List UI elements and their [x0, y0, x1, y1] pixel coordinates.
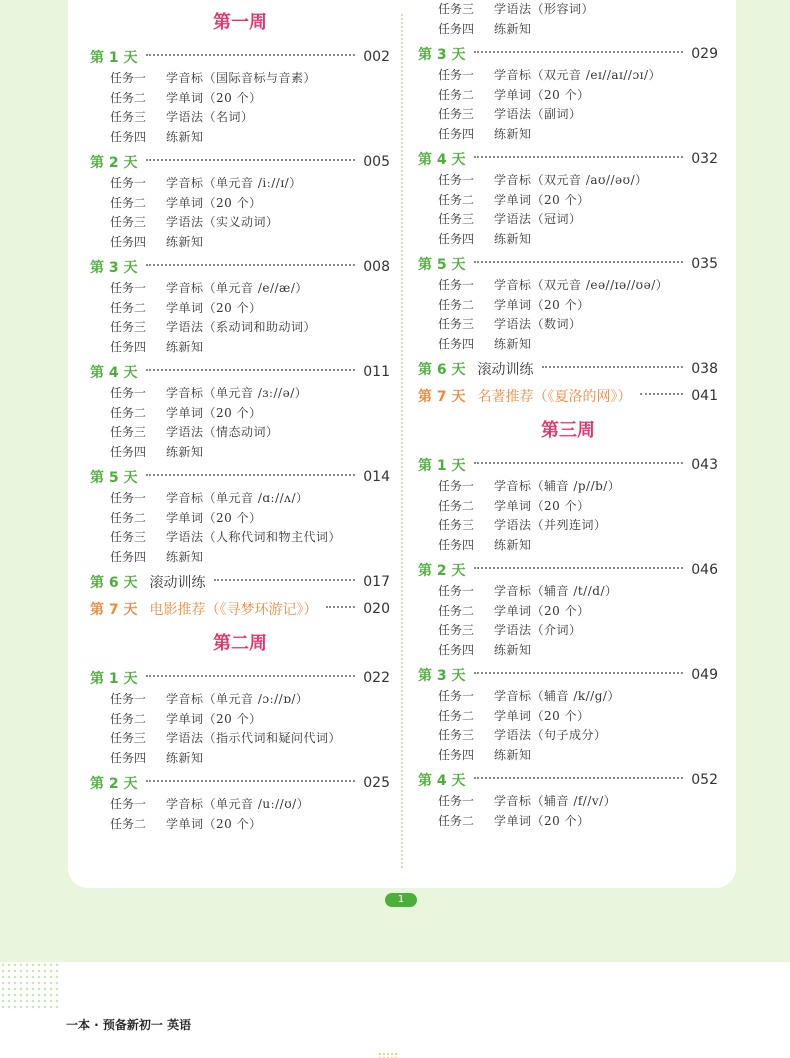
task-label: 任务三: [438, 623, 475, 637]
task-item: [418, 707, 718, 727]
task-content: 学单词（20 个）: [166, 816, 262, 831]
dot-leader: [146, 675, 356, 677]
page-number-badge: 1: [385, 893, 417, 907]
day-label: 第 6 天: [90, 575, 138, 591]
dot-leader: [214, 579, 356, 581]
task-content: 学单词（20 个）: [166, 300, 262, 315]
task-label: 任务四: [438, 336, 475, 351]
task-content: 学语法（系动词和助动词）: [166, 320, 317, 334]
dot-leader: [326, 606, 356, 608]
task-item: [418, 516, 718, 536]
task-content: 学单词（20 个）: [166, 510, 262, 525]
task-label: 任务四: [110, 129, 147, 144]
task-label: 任务四: [110, 549, 147, 564]
page-number: 002: [363, 49, 390, 65]
toc-day-entry[interactable]: [418, 768, 718, 792]
page-number: 035: [691, 256, 718, 272]
toc-day-entry[interactable]: [418, 357, 718, 381]
task-label: 任务二: [438, 603, 475, 618]
page-number: 022: [363, 670, 390, 686]
task-item: [90, 489, 390, 509]
day-label: 第 3 天: [418, 47, 466, 63]
task-content: 练新知: [166, 234, 204, 249]
task-label: 任务三: [438, 317, 475, 331]
day-label: 第 4 天: [90, 365, 138, 381]
task-content: 学音标（单元音 /ɜː//ə/）: [166, 386, 308, 400]
task-item: [418, 0, 718, 20]
page-number: 005: [363, 154, 390, 170]
task-label: 任务二: [110, 90, 147, 105]
day-label: 第 2 天: [90, 776, 138, 792]
toc-day-entry[interactable]: [90, 150, 390, 174]
task-label: 任务三: [110, 320, 147, 334]
day-topic: 名著推荐（《夏洛的网》）: [477, 389, 632, 405]
dot-leader: [474, 672, 684, 674]
task-item: [90, 815, 390, 835]
toc-day-entry[interactable]: [90, 465, 390, 489]
task-label: 任务四: [110, 750, 147, 765]
task-label: 任务四: [110, 444, 147, 459]
task-label: 任务四: [438, 642, 475, 657]
task-item: [418, 315, 718, 335]
page-number: 043: [691, 457, 718, 473]
toc-day-entry[interactable]: [418, 663, 718, 687]
page-number: 011: [363, 364, 390, 380]
task-content: 学音标（单元音 /ɑː//ʌ/）: [166, 491, 309, 505]
task-item: [90, 384, 390, 404]
task-item: [90, 128, 390, 148]
task-content: 学语法（并列连词）: [494, 518, 607, 532]
book-footer-title: 一本 · 预备新初一 英语: [66, 1018, 192, 1032]
day-label: 第 2 天: [90, 155, 138, 171]
task-label: 任务四: [438, 21, 475, 36]
task-content: 练新知: [166, 129, 204, 144]
dot-leader: [474, 51, 684, 53]
task-label: 任务一: [110, 491, 147, 505]
task-content: 学单词（20 个）: [494, 603, 590, 618]
task-item: [90, 299, 390, 319]
dot-leader: [474, 777, 684, 779]
task-item: [90, 795, 390, 815]
day-label: 第 1 天: [90, 50, 138, 66]
task-item: [90, 548, 390, 568]
page-number: 052: [691, 772, 718, 788]
task-label: 任务三: [438, 2, 475, 16]
task-content: 练新知: [166, 750, 204, 765]
page-number: 017: [363, 574, 390, 590]
task-label: 任务二: [110, 711, 147, 726]
task-content: 学音标（双元音 /eə//ɪə//ʊə/）: [494, 278, 669, 292]
dot-leader: [474, 156, 684, 158]
dot-leader: [474, 462, 684, 464]
task-item: [418, 20, 718, 40]
task-item: [418, 296, 718, 316]
task-content: 学音标（辅音 /t//d/）: [494, 584, 618, 598]
task-label: 任务二: [438, 498, 475, 513]
page-number: 041: [691, 388, 718, 404]
page-number: 032: [691, 151, 718, 167]
task-label: 任务三: [438, 728, 475, 742]
dot-leader: [474, 261, 684, 263]
task-item: [418, 497, 718, 517]
task-item: [418, 191, 718, 211]
task-label: 任务二: [110, 195, 147, 210]
task-item: [418, 276, 718, 296]
dot-leader: [146, 159, 356, 161]
decorative-dot-pattern: [0, 962, 60, 1010]
task-item: [418, 335, 718, 355]
task-content: 学单词（20 个）: [494, 708, 590, 723]
task-label: 任务二: [438, 192, 475, 207]
task-label: 任务一: [438, 68, 475, 82]
toc-day-entry[interactable]: [418, 453, 718, 477]
task-content: 练新知: [166, 444, 204, 459]
dot-leader: [146, 369, 356, 371]
day-label: 第 7 天: [90, 602, 138, 618]
toc-card: [68, 0, 736, 888]
task-item: [90, 749, 390, 769]
task-content: 学语法（指示代词和疑问代词）: [166, 731, 342, 745]
toc-day-entry[interactable]: [90, 45, 390, 69]
dot-leader: [146, 780, 356, 782]
task-content: 学音标（辅音 /k//g/）: [494, 689, 620, 703]
day-topic: 滚动训练: [477, 362, 534, 378]
task-item: [418, 812, 718, 832]
task-label: 任务四: [110, 234, 147, 249]
task-content: 学音标（单元音 /ɔː//ɒ/）: [166, 692, 309, 706]
task-label: 任务三: [110, 731, 147, 745]
task-content: 学语法（句子成分）: [494, 728, 607, 742]
toc-day-entry[interactable]: [90, 771, 390, 795]
task-label: 任务四: [110, 339, 147, 354]
task-item: [418, 746, 718, 766]
task-item: [418, 536, 718, 556]
task-label: 任务三: [110, 110, 147, 124]
task-content: 练新知: [494, 747, 532, 762]
task-content: 学单词（20 个）: [166, 195, 262, 210]
task-content: 学单词（20 个）: [494, 87, 590, 102]
task-item: [90, 404, 390, 424]
task-label: 任务一: [110, 176, 147, 190]
week-heading: 第三周: [541, 420, 595, 441]
task-item: [90, 509, 390, 529]
task-label: 任务四: [438, 747, 475, 762]
task-content: 学音标（国际音标与音素）: [166, 71, 317, 85]
task-item: [418, 230, 718, 250]
task-item: [418, 125, 718, 145]
task-item: [90, 690, 390, 710]
task-content: 练新知: [494, 642, 532, 657]
day-label: 第 3 天: [418, 668, 466, 684]
page-number: 020: [363, 601, 390, 617]
task-label: 任务二: [110, 510, 147, 525]
task-content: 学音标（辅音 /p//b/）: [494, 479, 621, 493]
task-content: 练新知: [494, 336, 532, 351]
toc-day-entry[interactable]: [90, 666, 390, 690]
task-item: [418, 602, 718, 622]
task-content: 学音标（单元音 /iː//ɪ/）: [166, 176, 302, 190]
task-label: 任务一: [110, 281, 147, 295]
task-item: [90, 174, 390, 194]
task-label: 任务四: [438, 537, 475, 552]
page-number: 008: [363, 259, 390, 275]
task-content: 学单词（20 个）: [494, 813, 590, 828]
toc-day-entry[interactable]: [90, 597, 390, 621]
bottom-band: [0, 962, 790, 1058]
task-item: [418, 171, 718, 191]
task-label: 任务二: [110, 405, 147, 420]
dot-leader: [474, 567, 684, 569]
task-label: 任务三: [438, 212, 475, 226]
task-label: 任务一: [438, 173, 475, 187]
task-content: 学单词（20 个）: [494, 498, 590, 513]
task-item: [90, 213, 390, 233]
day-label: 第 4 天: [418, 773, 466, 789]
toc-day-entry[interactable]: [90, 255, 390, 279]
page-number: 049: [691, 667, 718, 683]
week-heading: 第一周: [213, 12, 267, 33]
task-content: 学音标（单元音 /uː//ʊ/）: [166, 797, 310, 811]
task-content: 学语法（介词）: [494, 623, 582, 637]
page-number: 038: [691, 361, 718, 377]
task-content: 学单词（20 个）: [166, 711, 262, 726]
task-content: 学音标（双元音 /eɪ//aɪ//ɔɪ/）: [494, 68, 662, 82]
task-label: 任务三: [438, 107, 475, 121]
task-content: 学语法（人称代词和物主代词）: [166, 530, 342, 544]
dot-leader: [542, 366, 684, 368]
day-label: 第 6 天: [418, 362, 466, 378]
task-label: 任务二: [438, 87, 475, 102]
day-label: 第 5 天: [418, 257, 466, 273]
day-label: 第 7 天: [418, 389, 466, 405]
toc-day-entry[interactable]: [90, 360, 390, 384]
task-content: 练新知: [494, 537, 532, 552]
task-content: 学音标（单元音 /e//æ/）: [166, 281, 308, 295]
task-content: 练新知: [166, 549, 204, 564]
task-item: [418, 105, 718, 125]
task-item: [418, 477, 718, 497]
task-label: 任务一: [110, 386, 147, 400]
day-label: 第 5 天: [90, 470, 138, 486]
day-label: 第 3 天: [90, 260, 138, 276]
task-label: 任务二: [438, 297, 475, 312]
page-number: 046: [691, 562, 718, 578]
task-label: 任务一: [110, 71, 147, 85]
task-content: 学单词（20 个）: [494, 192, 590, 207]
toc-day-entry[interactable]: [418, 252, 718, 276]
task-content: 学音标（辅音 /f//v/）: [494, 794, 617, 808]
task-content: 练新知: [494, 21, 532, 36]
task-content: 学语法（实义动词）: [166, 215, 279, 229]
task-content: 学单词（20 个）: [494, 297, 590, 312]
task-item: [90, 338, 390, 358]
task-label: 任务三: [110, 215, 147, 229]
task-label: 任务三: [110, 530, 147, 544]
task-content: 学语法（情态动词）: [166, 425, 279, 439]
task-label: 任务二: [438, 813, 475, 828]
task-content: 学单词（20 个）: [166, 405, 262, 420]
page-number: 014: [363, 469, 390, 485]
task-item: [418, 792, 718, 812]
task-content: 学语法（名词）: [166, 110, 254, 124]
task-item: [90, 194, 390, 214]
toc-right-column: [418, 0, 718, 831]
task-label: 任务四: [438, 126, 475, 141]
task-label: 任务四: [438, 231, 475, 246]
task-label: 任务一: [438, 278, 475, 292]
week-heading: 第二周: [213, 633, 267, 654]
task-content: 练新知: [166, 339, 204, 354]
decorative-bottom-dots: [378, 1052, 398, 1058]
task-content: 学语法（形容词）: [494, 2, 595, 16]
task-item: [418, 726, 718, 746]
task-content: 学语法（数词）: [494, 317, 582, 331]
dot-leader: [146, 264, 356, 266]
task-item: [90, 729, 390, 749]
task-item: [418, 66, 718, 86]
task-item: [90, 443, 390, 463]
day-topic: 电影推荐（《寻梦环游记》）: [149, 602, 318, 618]
toc-day-entry[interactable]: [418, 558, 718, 582]
task-content: 学音标（双元音 /aʊ//əʊ/）: [494, 173, 648, 187]
toc-left-column: [90, 0, 390, 834]
task-item: [418, 582, 718, 602]
task-item: [90, 108, 390, 128]
day-label: 第 1 天: [418, 458, 466, 474]
page-number: 029: [691, 46, 718, 62]
task-item: [418, 621, 718, 641]
task-label: 任务二: [438, 708, 475, 723]
task-item: [90, 318, 390, 338]
task-label: 任务一: [438, 479, 475, 493]
task-label: 任务一: [438, 689, 475, 703]
day-label: 第 4 天: [418, 152, 466, 168]
dot-leader: [146, 474, 356, 476]
task-item: [90, 423, 390, 443]
dot-leader: [146, 54, 356, 56]
day-label: 第 1 天: [90, 671, 138, 687]
task-label: 任务二: [110, 816, 147, 831]
task-label: 任务二: [110, 300, 147, 315]
task-label: 任务三: [110, 425, 147, 439]
task-content: 练新知: [494, 231, 532, 246]
task-label: 任务一: [438, 584, 475, 598]
toc-day-entry[interactable]: [418, 384, 718, 408]
task-item: [90, 233, 390, 253]
task-label: 任务一: [110, 692, 147, 706]
page-number: 025: [363, 775, 390, 791]
task-item: [90, 89, 390, 109]
day-label: 第 2 天: [418, 563, 466, 579]
column-divider: [401, 14, 403, 868]
task-label: 任务三: [438, 518, 475, 532]
toc-day-entry[interactable]: [418, 147, 718, 171]
dot-leader: [640, 393, 684, 395]
task-item: [418, 210, 718, 230]
day-topic: 滚动训练: [149, 575, 206, 591]
task-item: [418, 641, 718, 661]
task-label: 任务一: [110, 797, 147, 811]
task-content: 练新知: [494, 126, 532, 141]
task-item: [90, 69, 390, 89]
toc-day-entry[interactable]: [418, 42, 718, 66]
task-item: [90, 710, 390, 730]
task-label: 任务一: [438, 794, 475, 808]
task-item: [90, 528, 390, 548]
task-content: 学语法（冠词）: [494, 212, 582, 226]
task-content: 学单词（20 个）: [166, 90, 262, 105]
task-item: [418, 86, 718, 106]
task-item: [418, 687, 718, 707]
task-item: [90, 279, 390, 299]
task-content: 学语法（副词）: [494, 107, 582, 121]
toc-day-entry[interactable]: [90, 570, 390, 594]
